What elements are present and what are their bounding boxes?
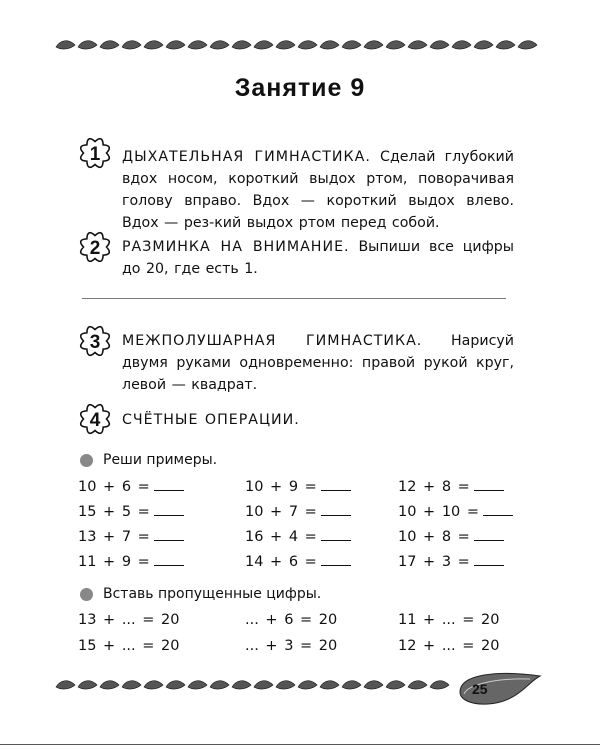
example: 10 + 8 = xyxy=(398,528,504,545)
leaf-ornament xyxy=(364,41,383,49)
example: 11 + 9 = xyxy=(78,553,184,570)
leaf-ornament xyxy=(166,41,185,49)
answer-blank[interactable] xyxy=(321,553,351,566)
leaf-ornament xyxy=(320,41,339,49)
fill-example: 12 + ... = 20 xyxy=(398,638,500,654)
task-4-heading: СЧЁТНЫЕ ОПЕРАЦИИ. xyxy=(122,412,300,428)
leaf-ornament xyxy=(276,681,295,689)
leaf-ornament xyxy=(210,41,229,49)
leaf-ornament xyxy=(342,681,361,689)
section-2-label xyxy=(80,586,321,602)
leaf-ornament xyxy=(122,681,141,689)
bullet-icon xyxy=(80,454,93,467)
task-3-text xyxy=(122,330,514,396)
fill-example: 11 + ... = 20 xyxy=(398,612,500,628)
example: 16 + 4 = xyxy=(245,528,351,545)
answer-blank[interactable] xyxy=(154,478,184,491)
leaf-ornament xyxy=(210,681,229,689)
answer-blank[interactable] xyxy=(154,503,184,516)
task-1-text xyxy=(122,146,514,234)
svg-text:3: 3 xyxy=(89,332,101,353)
task-2-body: Выпиши все цифры до 20, где есть 1. xyxy=(122,239,514,277)
example: 13 + 7 = xyxy=(78,528,184,545)
leaf-ornament xyxy=(232,681,251,689)
answer-blank[interactable] xyxy=(321,478,351,491)
top-decorative-border xyxy=(55,38,545,52)
leaf-ornament xyxy=(100,41,119,49)
leaf-ornament xyxy=(166,681,185,689)
leaf-ornament xyxy=(122,41,141,49)
answer-blank[interactable] xyxy=(154,553,184,566)
leaf-ornament xyxy=(474,41,493,49)
leaf-ornament xyxy=(408,681,427,689)
leaf-ornament xyxy=(386,681,405,689)
task-3-heading: МЕЖПОЛУШАРНАЯ ГИМНАСТИКА. xyxy=(122,333,423,349)
task-1-body: Сделай глубокий вдох носом, короткий выдох ртом, поворачивая голову вправо. Вдох — короткий выдох влево. Вдох — рез-кий выдох ртом перед собой. xyxy=(122,149,515,231)
leaf-ornament xyxy=(386,41,405,49)
leaf-ornament xyxy=(254,41,273,49)
page-number-leaf-icon xyxy=(458,668,543,708)
leaf-ornament xyxy=(298,41,317,49)
example: 10 + 6 = xyxy=(78,478,184,495)
example: 15 + 5 = xyxy=(78,503,184,520)
leaf-ornament xyxy=(56,41,75,49)
leaf-ornament xyxy=(452,41,471,49)
answer-blank[interactable] xyxy=(474,528,504,541)
leaf-ornament xyxy=(254,681,273,689)
fill-example: ... + 3 = 20 xyxy=(245,638,338,654)
answer-blank[interactable] xyxy=(321,503,351,516)
leaf-ornament xyxy=(408,41,427,49)
example: 10 + 10 = xyxy=(398,503,513,520)
task-3-flower-icon xyxy=(76,322,114,360)
leaf-ornament xyxy=(518,41,537,49)
page-number: 25 xyxy=(472,681,488,697)
leaf-ornament xyxy=(78,41,97,49)
task-3-body: Нарисуй двумя руками одновременно: правой рукой круг, левой — квадрат. xyxy=(122,333,514,393)
task-4-text xyxy=(122,409,514,431)
leaf-ornament xyxy=(144,41,163,49)
example: 10 + 9 = xyxy=(245,478,351,495)
leaf-ornament xyxy=(320,681,339,689)
leaf-ornament xyxy=(100,681,119,689)
leaf-ornament xyxy=(364,681,383,689)
bottom-edge-line xyxy=(0,744,600,745)
answer-blank[interactable] xyxy=(321,528,351,541)
example: 14 + 6 = xyxy=(245,553,351,570)
section-2-label-text: Вставь пропущенные цифры. xyxy=(103,586,322,602)
answer-line[interactable] xyxy=(82,298,506,299)
fill-example: 13 + ... = 20 xyxy=(78,612,180,628)
task-2-flower-icon xyxy=(76,228,114,266)
leaf-ornament xyxy=(342,41,361,49)
example: 17 + 3 = xyxy=(398,553,504,570)
leaf-ornament xyxy=(78,681,97,689)
leaf-ornament xyxy=(430,681,449,689)
answer-blank[interactable] xyxy=(474,553,504,566)
leaf-ornament xyxy=(430,41,449,49)
answer-blank[interactable] xyxy=(474,478,504,491)
task-2-heading: РАЗМИНКА НА ВНИМАНИЕ. xyxy=(122,239,350,255)
leaf-ornament xyxy=(298,681,317,689)
bullet-icon xyxy=(80,588,93,601)
leaf-ornament xyxy=(496,41,515,49)
section-1-label xyxy=(80,452,217,468)
example: 10 + 7 = xyxy=(245,503,351,520)
page-title: Занятие 9 xyxy=(234,74,366,102)
bottom-decorative-border xyxy=(55,678,455,692)
task-4-flower-icon xyxy=(76,400,114,438)
svg-text:2: 2 xyxy=(89,238,101,259)
fill-example: 15 + ... = 20 xyxy=(78,638,180,654)
leaf-ornament xyxy=(188,41,207,49)
fill-example: ... + 6 = 20 xyxy=(245,612,338,628)
example: 12 + 8 = xyxy=(398,478,504,495)
leaf-ornament xyxy=(56,681,75,689)
section-1-label-text: Реши примеры. xyxy=(103,452,218,468)
task-1-flower-icon xyxy=(76,134,114,172)
svg-text:4: 4 xyxy=(89,410,101,431)
task-1-heading: ДЫХАТЕЛЬНАЯ ГИМНАСТИКА. xyxy=(122,149,371,165)
answer-blank[interactable] xyxy=(154,528,184,541)
leaf-ornament xyxy=(276,41,295,49)
svg-text:1: 1 xyxy=(89,144,101,165)
leaf-ornament xyxy=(188,681,207,689)
leaf-ornament xyxy=(144,681,163,689)
task-2-text xyxy=(122,236,514,280)
answer-blank[interactable] xyxy=(483,503,513,516)
leaf-ornament xyxy=(232,41,251,49)
